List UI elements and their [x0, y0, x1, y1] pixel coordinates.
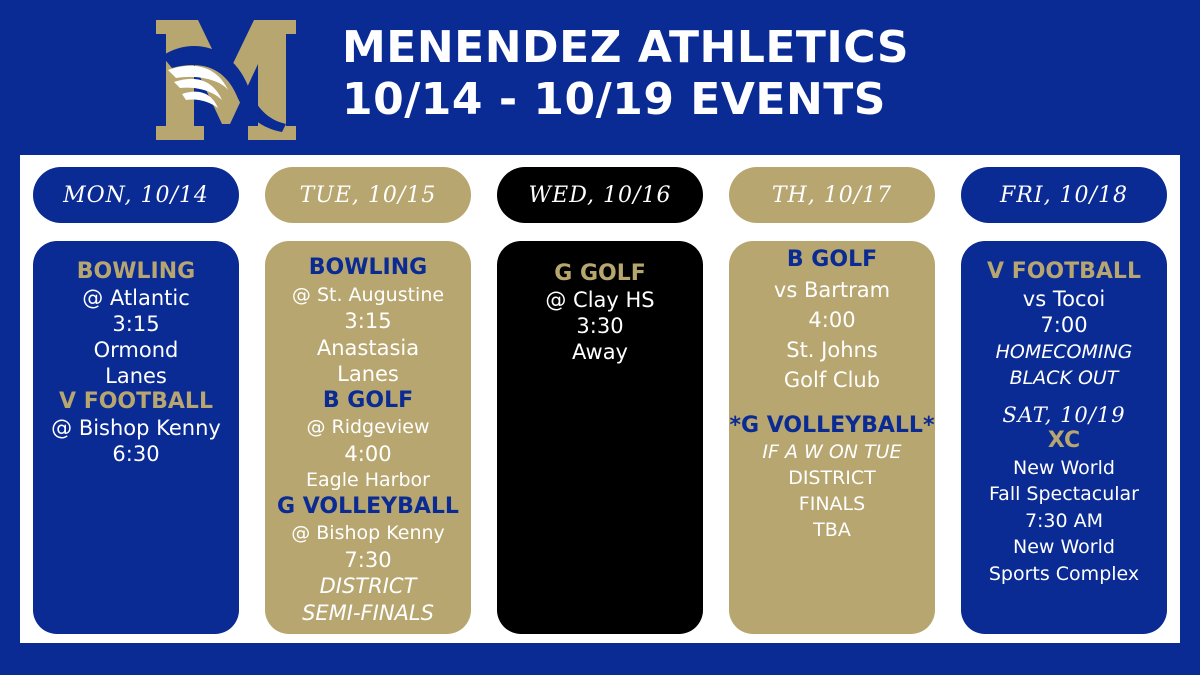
day-card-tue	[265, 241, 471, 634]
event-detail: Anastasia	[316, 335, 420, 360]
title-line-2: 10/14 - 10/19 EVENTS	[342, 74, 886, 125]
event-detail: 3:30	[576, 314, 624, 338]
page-title	[342, 22, 909, 126]
event-detail: Lanes	[337, 362, 399, 386]
event-sport: XC	[1047, 428, 1081, 453]
event-note: IF A W ON TUE	[762, 441, 902, 463]
event-detail: 3:15	[112, 312, 160, 336]
event-detail: Eagle Harbor	[306, 469, 430, 491]
event-sport: G GOLF	[554, 261, 646, 286]
event-detail: vs Tocoi	[1022, 286, 1106, 311]
day-card-fri	[961, 241, 1167, 634]
event-detail: vs Bartram	[773, 278, 891, 302]
event-sport: *G VOLLEYBALL*	[729, 413, 935, 438]
event-detail: @ Atlantic	[82, 286, 190, 310]
event-detail: FINALS	[798, 493, 866, 515]
event-note: DISTRICT	[319, 574, 417, 598]
event-sport: G VOLLEYBALL	[277, 493, 459, 519]
event-detail: TBA	[813, 519, 851, 541]
event-detail: @ Clay HS	[545, 288, 655, 312]
event-detail: 6:30	[112, 442, 160, 466]
event-detail: @ Bishop Kenny	[51, 416, 221, 440]
day-header-thu: TH, 10/17	[729, 167, 935, 223]
event-sport: B GOLF	[322, 387, 414, 413]
event-detail: Sports Complex	[988, 562, 1140, 585]
spacer	[961, 392, 1167, 402]
event-note: SEMI-FINALS	[302, 600, 434, 625]
event-sport: V FOOTBALL	[59, 389, 213, 414]
day-card-thu	[729, 241, 935, 634]
event-detail: New World	[1013, 536, 1115, 558]
event-detail: 4:00	[344, 441, 392, 466]
day-card-mon	[33, 241, 239, 634]
event-detail: Away	[572, 340, 628, 364]
event-detail: DISTRICT	[788, 467, 876, 489]
event-detail: 4:00	[808, 308, 856, 332]
event-detail: Ormond	[93, 338, 179, 362]
sub-day-label-sat: SAT, 10/19	[1002, 402, 1126, 427]
event-detail: 7:30	[344, 547, 392, 572]
day-header-tue: TUE, 10/15	[265, 167, 471, 223]
event-sport: BOWLING	[308, 255, 428, 280]
event-detail: @ St. Augustine	[291, 283, 445, 306]
event-detail: @ Ridgeview	[306, 416, 430, 438]
event-detail: Lanes	[105, 364, 167, 388]
event-sport: BOWLING	[76, 259, 196, 284]
event-detail: Golf Club	[783, 368, 881, 392]
event-detail: 7:30 AM	[1024, 509, 1104, 532]
winged-m-logo-icon	[152, 16, 300, 144]
schedule-panel	[20, 155, 1180, 643]
event-detail: Fall Spectacular	[989, 483, 1139, 505]
spacer	[729, 395, 935, 413]
event-detail: 7:00	[1040, 313, 1088, 337]
event-detail: St. Johns	[786, 338, 878, 362]
event-note: HOMECOMING	[995, 340, 1133, 363]
day-card-wed	[497, 241, 703, 634]
event-note: BLACK OUT	[1009, 367, 1119, 389]
event-sport: V FOOTBALL	[987, 259, 1141, 284]
event-detail: New World	[1013, 456, 1115, 479]
day-header-mon: MON, 10/14	[33, 167, 239, 223]
day-header-fri: FRI, 10/18	[961, 167, 1167, 223]
event-sport: B GOLF	[786, 247, 878, 272]
title-line-1: MENENDEZ ATHLETICS	[342, 22, 910, 73]
day-header-wed: WED, 10/16	[497, 167, 703, 223]
event-detail: @ Bishop Kenny	[291, 522, 445, 544]
event-detail: 3:15	[344, 309, 392, 333]
